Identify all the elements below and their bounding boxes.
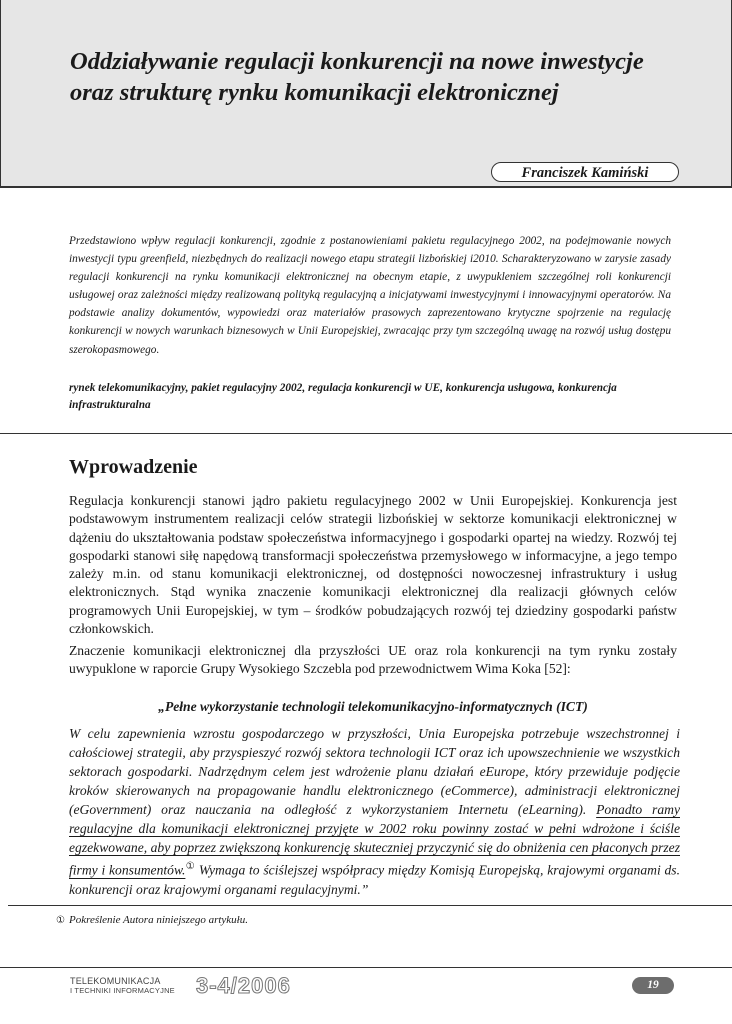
article-keywords: rynek telekomunikacyjny, pakiet regulacyjny 2002, regulacja konkurencji w UE, konkurencja usługowa, konkurencja infrastrukturalna	[69, 382, 617, 411]
footnote	[56, 912, 248, 929]
intro-paragraph-1: Regulacja konkurencji stanowi jądro pakietu regulacyjnego 2002 w Unii Europejskiej. Konkurencja jest podstawowym instrumentem realizacji celów strategii lizbońskiej w sektorze komunikacji elektronicznej w dążeniu do ukształtowania podstaw społeczeństwa informacyjnego i gospodarki opartej na wiedzy. Rozwój tej gospodarki stanowi siłę napędową transformacji społeczeństwa przemysłowego w informacyjne, a jego tempo zależy m.in. od stanu komunikacji elektronicznej, od dostępności nowoczesnej infrastruktury i usług elektronicznych. Stąd wynika znaczenie komunikacji elektronicznej dla realizacji głównych celów programowych Unii Europejskiej, w tym – środków pobudzających rozwój tej dziedziny gospodarki państw członkowskich.	[69, 493, 677, 637]
quote-text-start: W celu zapewnienia wzrostu gospodarczego w przyszłości, Unia Europejska potrzebuje wszechstronnej i całościowej strategii, aby przyspieszyć rozwój sektora technologii ICT oraz ich upowszechnienie we wszystkich sektorach gospodarki. Nadrzędnym celem jest wdrożenie planu działań eEurope, który przewiduje podjęcie kroków skierowanych na propagowanie handlu elektronicznego (eCommerce), administracji elektronicznej (eGovernment) oraz nauczania na odległość z wykorzystaniem Internetu (eLearning).	[69, 726, 680, 817]
journal-name-line2: I TECHNIKI INFORMACYJNE	[70, 986, 175, 995]
journal-logo	[70, 975, 310, 1001]
page-number: 19	[632, 977, 674, 994]
quote-underlined-text: Ponadto ramy regulacyjne dla komunikacji elektronicznej przyjęte w 2002 roku powinny zostać w pełni wdrożone i ściśle egzekwowane, aby poprzez zwiększoną konkurencję skuteczniej przyczynić się do obniżenia cen płaconych przez firmy i konsumentów.	[69, 802, 680, 878]
title-header-panel	[0, 0, 732, 188]
footnote-reference: ①	[185, 861, 196, 872]
journal-name-line1: TELEKOMUNIKACJA	[70, 976, 161, 986]
article-title: Oddziaływanie regulacji konkurencji na nowe inwestycje oraz strukturę rynku komunikacji elektronicznej	[70, 48, 644, 106]
section-divider	[0, 433, 732, 434]
quote-text-end: Wymaga to ściślejszej współpracy między Komisją Europejską, krajowymi organami ds. konkurencji oraz krajowymi organami regulacyjnymi.”	[69, 862, 680, 897]
section-heading: Wprowadzenie	[69, 456, 198, 478]
article-abstract: Przedstawiono wpływ regulacji konkurencji, zgodnie z postanowieniami pakietu regulacyjnego 2002, na podejmowanie nowych inwestycji typu greenfield, niezbędnych do realizacji nowego etapu strategii lizbońskiej i2010. Scharakteryzowano w zarysie zasady regulacji konkurencji na rynku komunikacji elektronicznej na obecnym etapie, z uwypukleniem szczególnej roli konkurencji usługowej oraz zależności między realizowaną polityką regulacyjną a inicjatywami inwestycyjnymi i innowacyjnymi operatorów. Na podstawie analizy dokumentów, wypowiedzi oraz materiałów prasowych zaprezentowano krytyczne spojrzenie na regulację konkurencji w nowych warunkach biznesowych w Unii Europejskiej, zwracając przy tym szczególną uwagę na rozwój usług dostępu szerokopasmowego.	[69, 235, 671, 356]
journal-name	[70, 976, 175, 996]
intro-paragraph-2: Znaczenie komunikacji elektronicznej dla przyszłości UE oraz rola konkurencji na tym rynku zostały uwypuklone w raporcie Grupy Wysokiego Szczebla pod przewodnictwem Wima Koka [52]:	[69, 643, 677, 677]
footer-divider	[0, 967, 732, 968]
journal-issue: 3-4/2006	[196, 973, 291, 998]
footnote-marker: ①	[56, 915, 65, 926]
quote-block	[69, 724, 680, 899]
footnote-divider	[8, 905, 732, 906]
quote-title: „Pełne wykorzystanie technologii telekomunikacyjno-informatycznych (ICT)	[158, 699, 588, 714]
author-name: Franciszek Kamiński	[491, 162, 679, 182]
footnote-text: Pokreślenie Autora niniejszego artykułu.	[68, 914, 248, 926]
